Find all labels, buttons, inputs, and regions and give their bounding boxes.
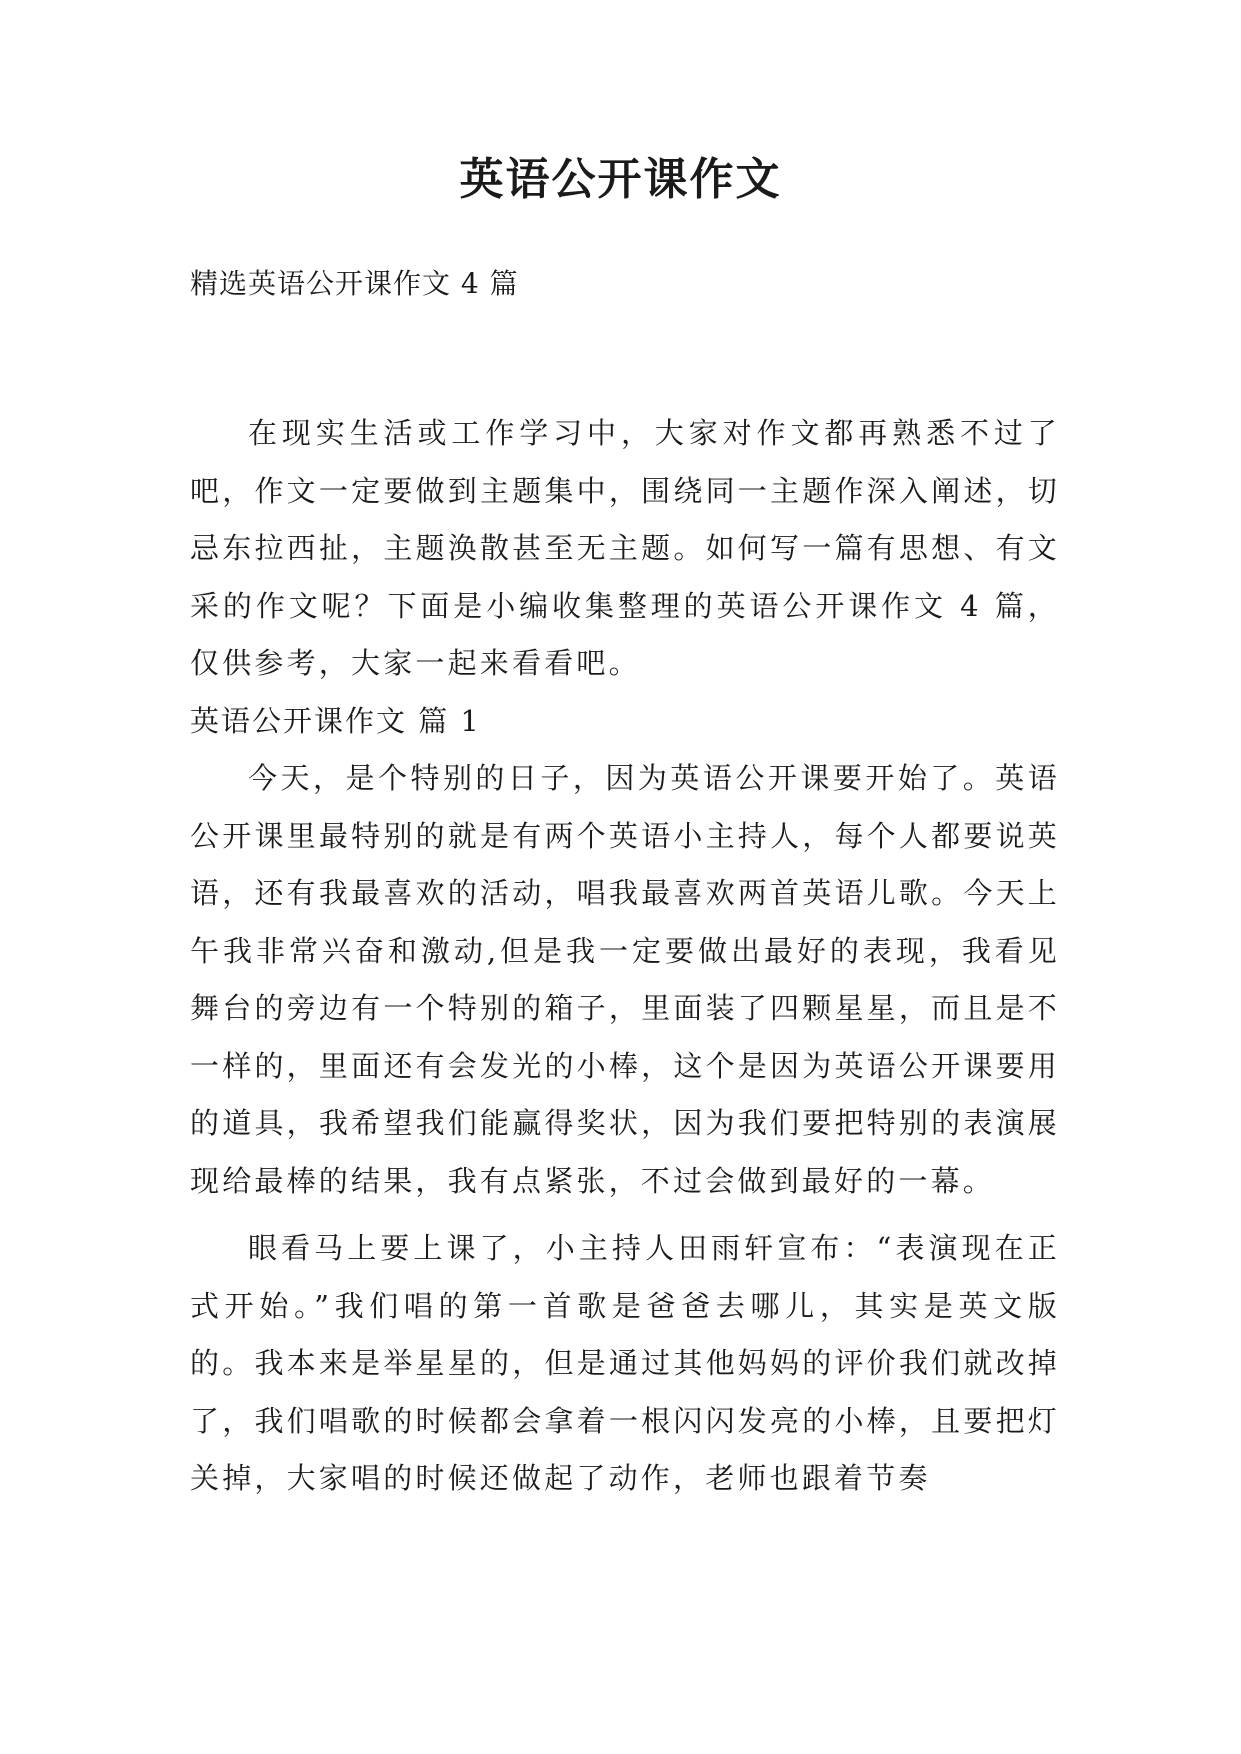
intro-paragraph: 在现实生活或工作学习中，大家对作文都再熟悉不过了吧，作文一定要做到主题集中，围绕同一主题作深入阐述，切忌东拉西扯，主题涣散甚至无主题。如何写一篇有思想、有文采的作文呢？下面是小编收集整理的英语公开课作文 4 篇，仅供参考，大家一起来看看吧。	[190, 416, 1060, 680]
document-title: 英语公开课作文	[459, 154, 782, 205]
document-subtitle: 精选英语公开课作文 4 篇	[190, 267, 519, 300]
body-paragraph-2: 眼看马上要上课了，小主持人田雨轩宣布：“表演现在正式开始。”我们唱的第一首歌是爸爸去哪儿，其实是英文版的。我本来是举星星的，但是通过其他妈妈的评价我们就改掉了，我们唱歌的时候都会拿着一根闪闪发亮的小棒，且要把灯关掉，大家唱的时候还做起了动作，老师也跟着节奏	[190, 1231, 1060, 1495]
body-paragraph-1: 今天，是个特别的日子，因为英语公开课要开始了。英语公开课里最特别的就是有两个英语小主持人，每个人都要说英语，还有我最喜欢的活动，唱我最喜欢两首英语儿歌。今天上午我非常兴奋和激动,但是我一定要做出最好的表现，我看见舞台的旁边有一个特别的箱子，里面装了四颗星星，而且是不一样的，里面还有会发光的小棒，这个是因为英语公开课要用的道具，我希望我们能赢得奖状，因为我们要把特别的表演展现给最棒的结果，我有点紧张，不过会做到最好的一幕。	[190, 761, 1060, 1198]
section-heading: 英语公开课作文 篇 1	[190, 703, 481, 738]
document-body	[190, 405, 1060, 1508]
